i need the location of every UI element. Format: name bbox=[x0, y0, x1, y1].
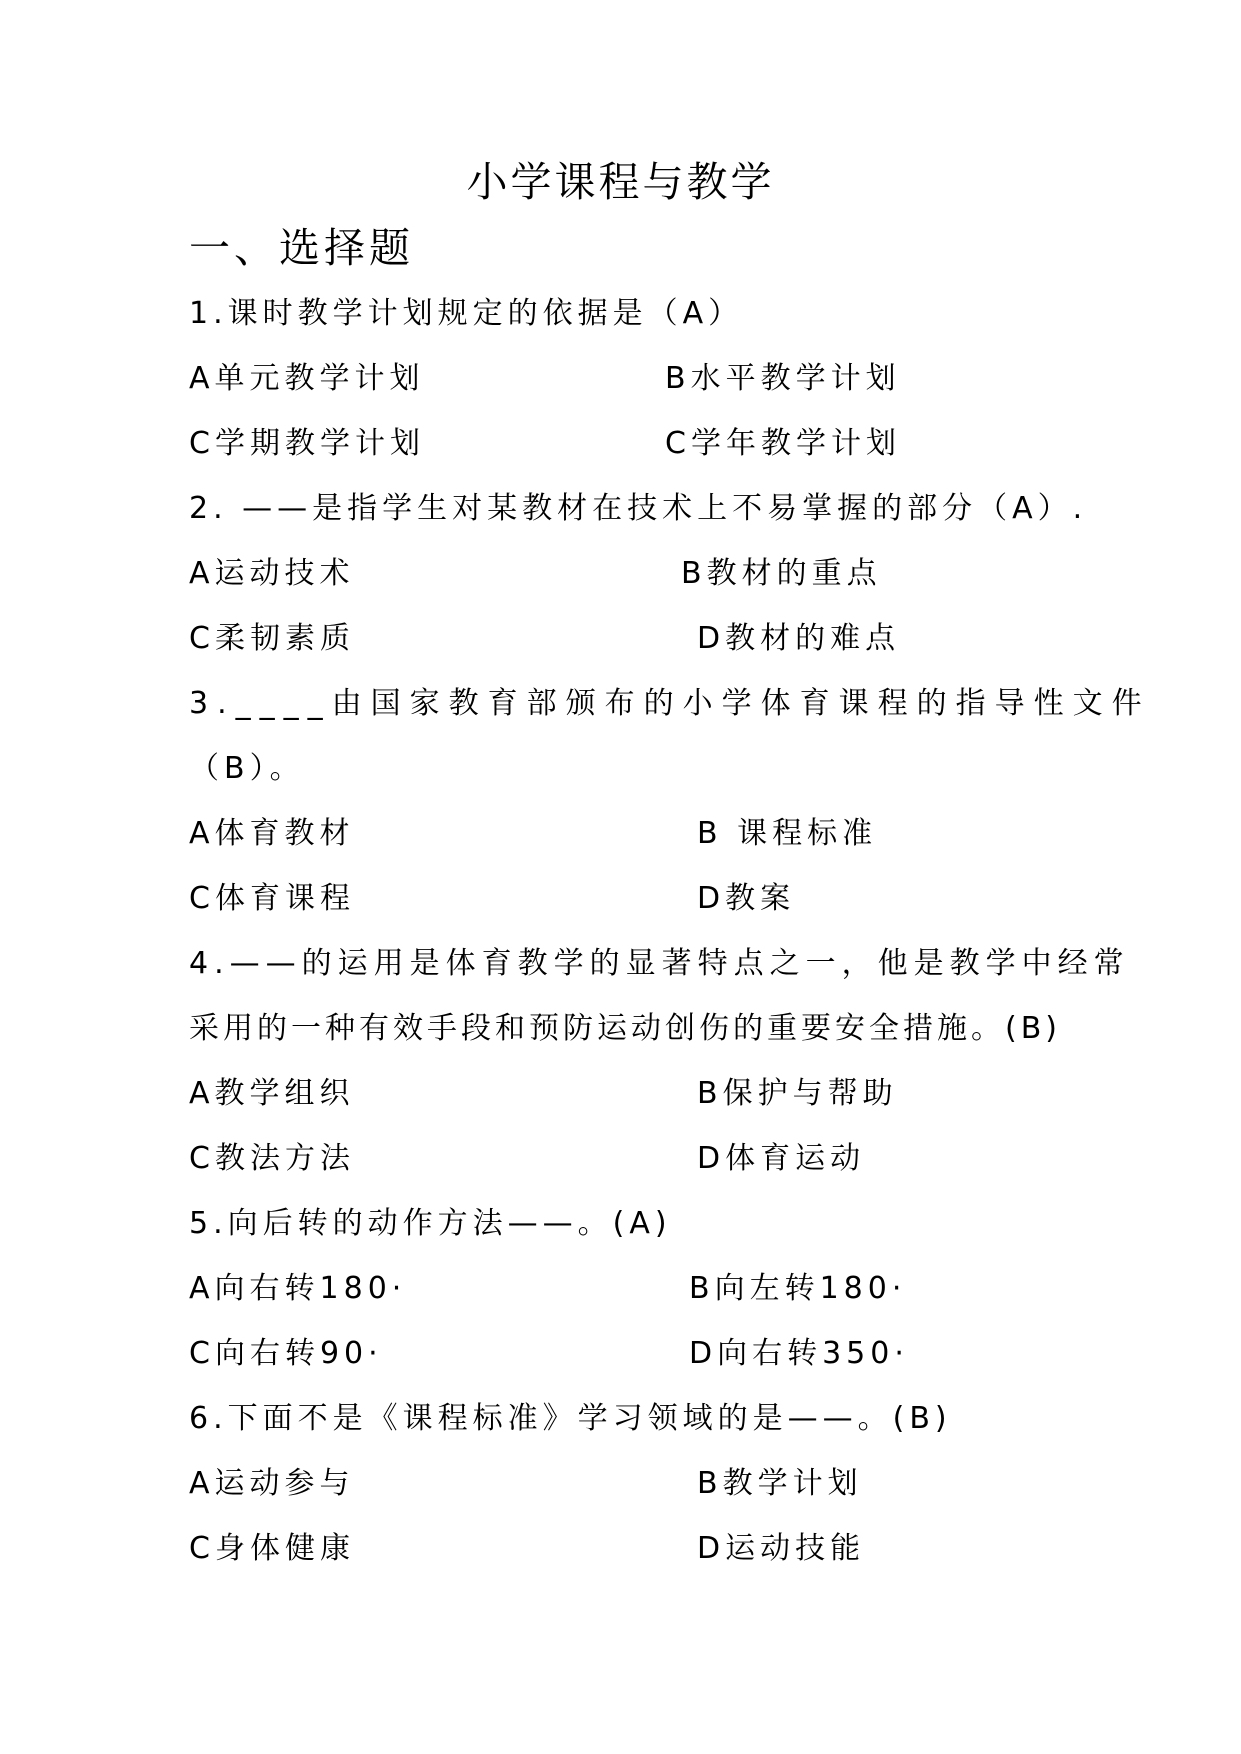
question-4-option-d: D体育运动 bbox=[697, 1141, 866, 1176]
question-4-stem-line-1: 4.——的运用是体育教学的显著特点之一，他是教学中经常 bbox=[189, 946, 1130, 981]
question-1-stem: 1.课时教学计划规定的依据是（A） bbox=[189, 296, 744, 331]
question-6-stem: 6.下面不是《课程标准》学习领域的是——。(B) bbox=[189, 1401, 952, 1436]
question-2-option-c: C柔韧素质 bbox=[189, 621, 355, 656]
question-4-option-a: A教学组织 bbox=[189, 1076, 355, 1111]
question-6-option-a: A运动参与 bbox=[189, 1466, 355, 1501]
question-2-option-b: B教材的重点 bbox=[681, 556, 882, 591]
section-heading: 一、选择题 bbox=[189, 224, 414, 272]
question-5-option-c: C向右转90· bbox=[189, 1336, 383, 1371]
question-3-option-c: C体育课程 bbox=[189, 881, 355, 916]
question-1-option-c: C学期教学计划 bbox=[189, 426, 425, 461]
question-5-stem: 5.向后转的动作方法——。(A) bbox=[189, 1206, 672, 1241]
question-5-option-a: A向右转180· bbox=[189, 1271, 407, 1306]
question-6-option-d: D运动技能 bbox=[697, 1531, 866, 1566]
question-5-option-d: D向右转350· bbox=[689, 1336, 909, 1371]
question-4-option-b: B保护与帮助 bbox=[697, 1076, 898, 1111]
question-3-option-b: B 课程标准 bbox=[697, 816, 878, 851]
question-2-option-d: D教材的难点 bbox=[697, 621, 901, 656]
question-4-option-c: C教法方法 bbox=[189, 1141, 355, 1176]
page-title: 小学课程与教学 bbox=[466, 158, 775, 206]
question-3-stem-line-2: （B）。 bbox=[189, 751, 305, 786]
question-1-option-b: B水平教学计划 bbox=[665, 361, 901, 396]
question-4-stem-line-2: 采用的一种有效手段和预防运动创伤的重要安全措施。(B) bbox=[189, 1011, 1061, 1046]
question-1-option-d: C学年教学计划 bbox=[665, 426, 901, 461]
question-6-option-b: B教学计划 bbox=[697, 1466, 863, 1501]
question-3-option-a: A体育教材 bbox=[189, 816, 355, 851]
question-5-option-b: B向左转180· bbox=[689, 1271, 907, 1306]
question-2-stem: 2. ——是指学生对某教材在技术上不易掌握的部分（A）. bbox=[189, 491, 1088, 526]
question-6-option-c: C身体健康 bbox=[189, 1531, 355, 1566]
question-1-option-a: A单元教学计划 bbox=[189, 361, 425, 396]
question-3-stem-line-1: 3.____由国家教育部颁布的小学体育课程的指导性文件 bbox=[189, 686, 1151, 721]
question-2-option-a: A运动技术 bbox=[189, 556, 355, 591]
question-3-option-d: D教案 bbox=[697, 881, 796, 916]
